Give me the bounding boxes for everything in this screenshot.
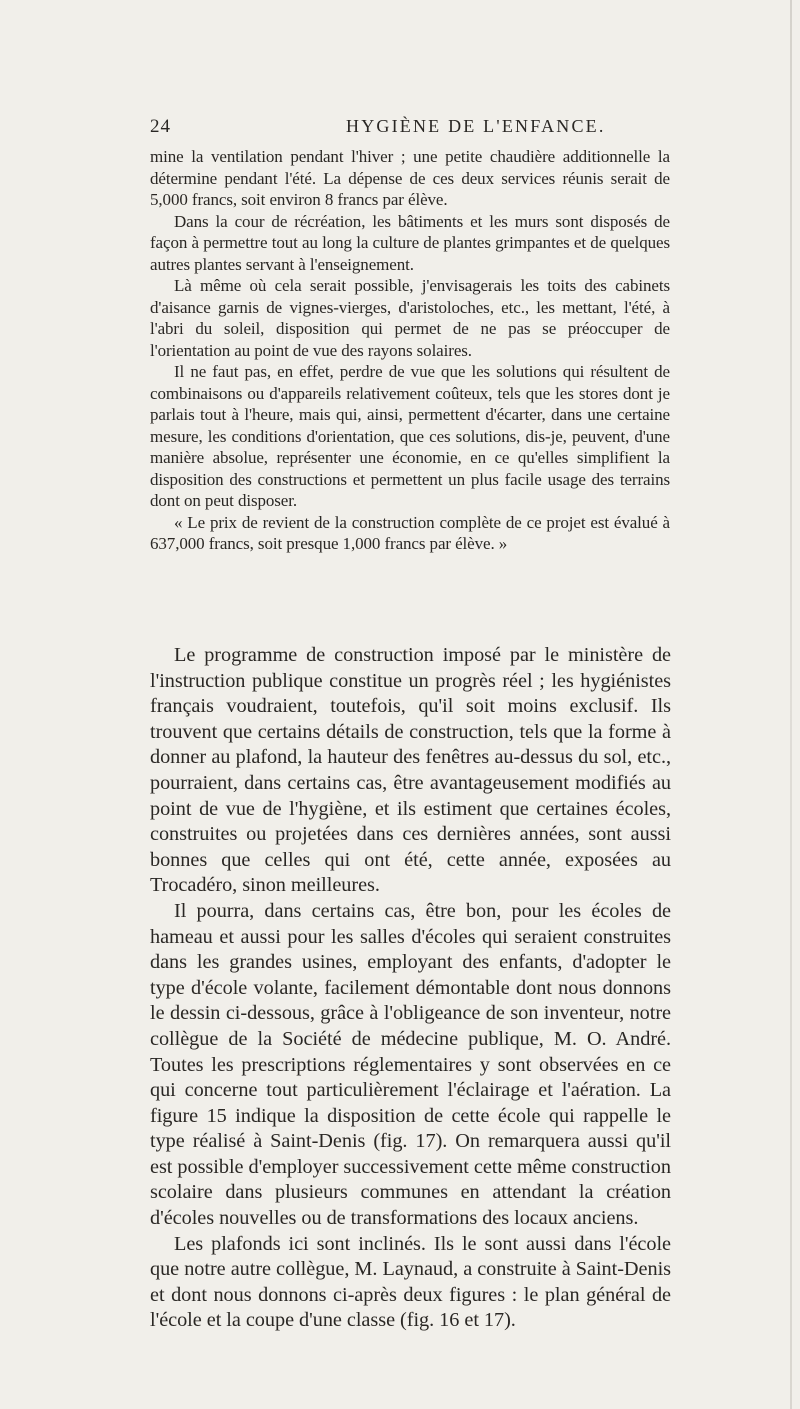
quoted-passage [150,146,670,555]
page-number: 24 [150,116,171,137]
quote-paragraph: Dans la cour de récréation, les bâtiments et les murs sont disposés de façon à permettre tout au long la culture de plantes grimpantes et de quelques autres plantes servant à l'enseignement. [150,211,670,274]
quote-paragraph: « Le prix de revient de la construction complète de ce projet est évalué à 637,000 francs, soit presque 1,000 francs par élève. » [150,512,670,553]
main-text [150,643,671,1334]
quote-paragraph: Il ne faut pas, en effet, perdre de vue que les solutions qui résultent de combinaisons ou d'appareils relativement coûteux, tels que les stores dont je parlais tout à l'heure, mais qui, ainsi, permettent d'écarter, dans une certaine mesure, les conditions d'orientation, que ces solutions, dis-je, peuvent, d'une manière absolue, représenter une économie, en ce qu'elles simplifient la disposition des constructions et permettent un plus facile usage des terrains dont on peut disposer. [150,362,670,510]
body-paragraph: Le programme de construction imposé par le ministère de l'instruction publique constitue un progrès réel ; les hygiénistes français voudraient, toutefois, qu'il soit moins exclusif. Ils trouvent que certains détails de construction, tels que la forme à donner au plafond, la hauteur des fenêtres au-dessus du sol, etc., pourraient, dans certains cas, être avantageusement modifiés au point de vue de l'hygiène, et ils estiment que certaines écoles, construites ou projetées dans ces dernières années, sont aussi bonnes que celles qui ont été, cette année, exposées au Trocadéro, sinon meilleures. [150,644,671,897]
quote-paragraph: Là même où cela serait possible, j'envisagerais les toits des cabinets d'aisance garnis de vignes-vierges, d'aristoloches, etc., les mettant, l'été, à l'abri du soleil, disposition qui permet de ne pas se préoccuper de l'orientation au point de vue des rayons solaires. [150,276,670,360]
page-edge-shadow [790,0,792,1409]
body-paragraph: Les plafonds ici sont inclinés. Ils le sont aussi dans l'école que notre autre collègue, M. Laynaud, a construite à Saint-Denis et dont nous donnons ci-après deux figures : le plan général de l'école et la coupe d'une classe (fig. 16 et 17). [150,1232,671,1332]
quote-paragraph: mine la ventilation pendant l'hiver ; une petite chaudière additionnelle la détermine pendant l'été. La dépense de ces deux services réunis serait de 5,000 francs, soit environ 8 francs par élève. [150,147,670,209]
page-header [150,116,670,140]
body-paragraph: Il pourra, dans certains cas, être bon, pour les écoles de hameau et aussi pour les salles d'écoles qui seraient construites dans les grandes usines, employant des enfants, d'adopter le type d'école volante, facilement démontable dont nous donnons le dessin ci-dessous, grâce à l'obligeance de son inventeur, notre collègue de la Société de médecine publique, M. O. André. Toutes les prescriptions réglementaires y sont observées en ce qui concerne tout particulièrement l'éclairage et l'aération. La figure 15 indique la disposition de cette école qui rappelle le type réalisé à Saint-Denis (fig. 17). On remarquera aussi qu'il est possible d'employer successivement cette même construction scolaire dans plusieurs communes en attendant la création d'écoles nouvelles ou de transformations des locaux anciens. [150,899,671,1230]
running-title: HYGIÈNE DE L'ENFANCE. [346,116,606,136]
